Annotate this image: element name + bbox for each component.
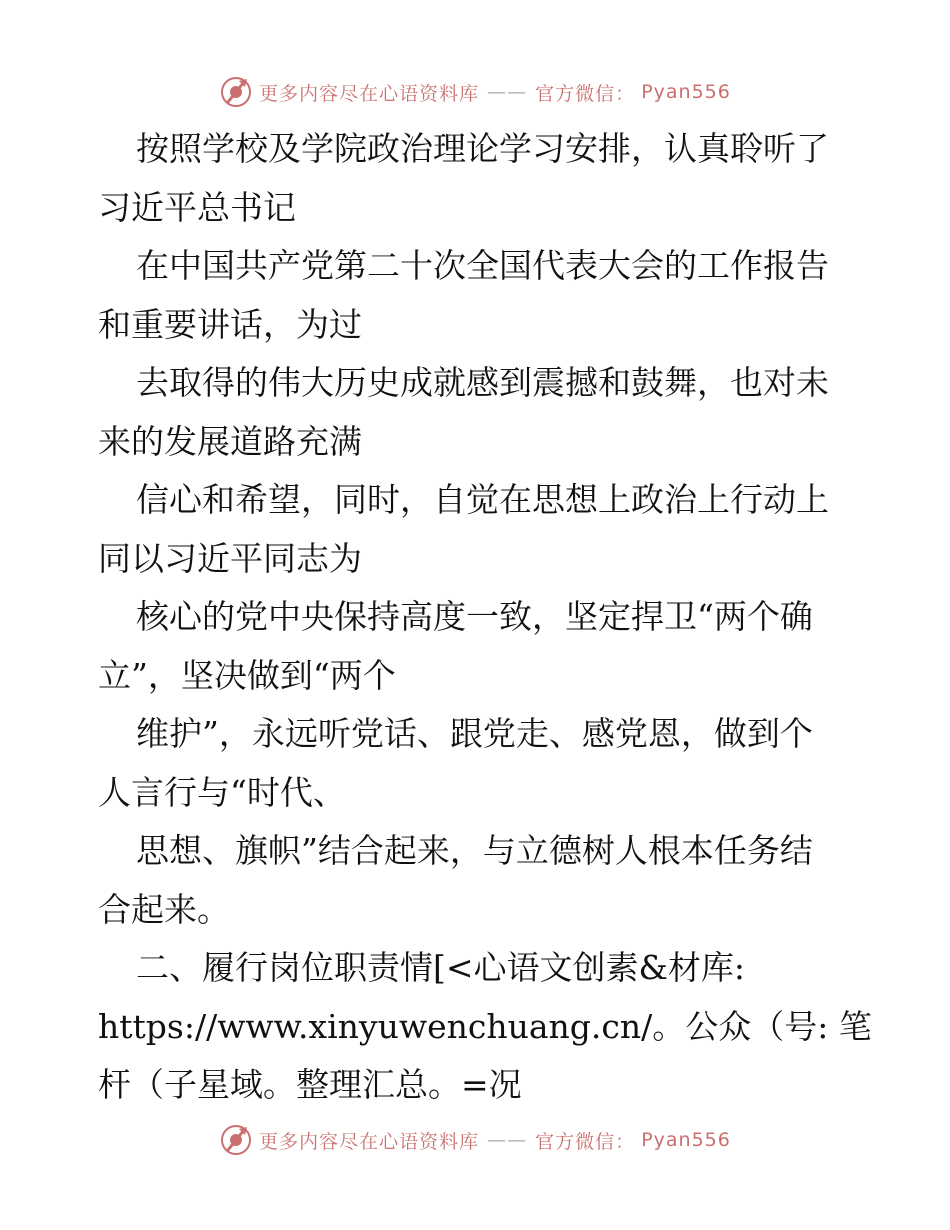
pen-logo-icon — [219, 1123, 253, 1157]
paragraph-line: 杆（子星域。整理汇总。=况 — [98, 1065, 522, 1104]
watermark-account: Pyan556 — [641, 81, 731, 103]
paragraph-line: 核心的党中央保持高度一致，坚定捍卫“两个确 — [136, 597, 813, 636]
paragraph-line: 人言行与“时代、 — [98, 772, 346, 812]
footer-watermark — [0, 1120, 950, 1160]
watermark-main-text: 更多内容尽在心语资料库 — [259, 82, 480, 105]
watermark-separator: —— — [487, 81, 528, 103]
document-body — [98, 120, 872, 1115]
watermark-main-text: 更多内容尽在心语资料库 — [259, 1130, 480, 1153]
paragraph-line: 立”，坚决做到“两个 — [98, 655, 396, 695]
paragraph-line: 去取得的伟大历史成就感到震撼和鼓舞，也对未 — [136, 363, 829, 402]
paragraph-line: 维护”，永远听党话、跟党走、感党恩，做到个 — [136, 714, 813, 753]
watermark-account: Pyan556 — [641, 1129, 731, 1151]
section-heading-line: 二、履行岗位职责情[<心语文创素&材库: — [136, 948, 746, 987]
paragraph-line: 按照学校及学院政治理论学习安排，认真聆听了 — [136, 129, 829, 168]
watermark-sub-text: 官方微信： — [535, 1130, 636, 1153]
header-watermark — [0, 72, 950, 112]
paragraph-line: 和重要讲话，为过 — [98, 304, 362, 344]
paragraph-line: 信心和希望，同时，自觉在思想上政治上行动上 — [136, 480, 829, 519]
paragraph-line: 同以习近平同志为 — [98, 538, 362, 578]
watermark-separator: —— — [487, 1129, 528, 1151]
pen-logo-icon — [219, 75, 253, 109]
paragraph-line: 在中国共产党第二十次全国代表大会的工作报告 — [136, 246, 829, 285]
paragraph-line: 合起来。 — [98, 889, 230, 929]
paragraph-line: 来的发展道路充满 — [98, 421, 362, 461]
paragraph-line: 习近平总书记 — [98, 187, 296, 227]
paragraph-line: https://www.xinyuwenchuang.cn/。公众（号: 笔 — [98, 1006, 872, 1046]
watermark-sub-text: 官方微信： — [535, 82, 636, 105]
paragraph-line: 思想、旗帜”结合起来，与立德树人根本任务结 — [136, 831, 813, 870]
